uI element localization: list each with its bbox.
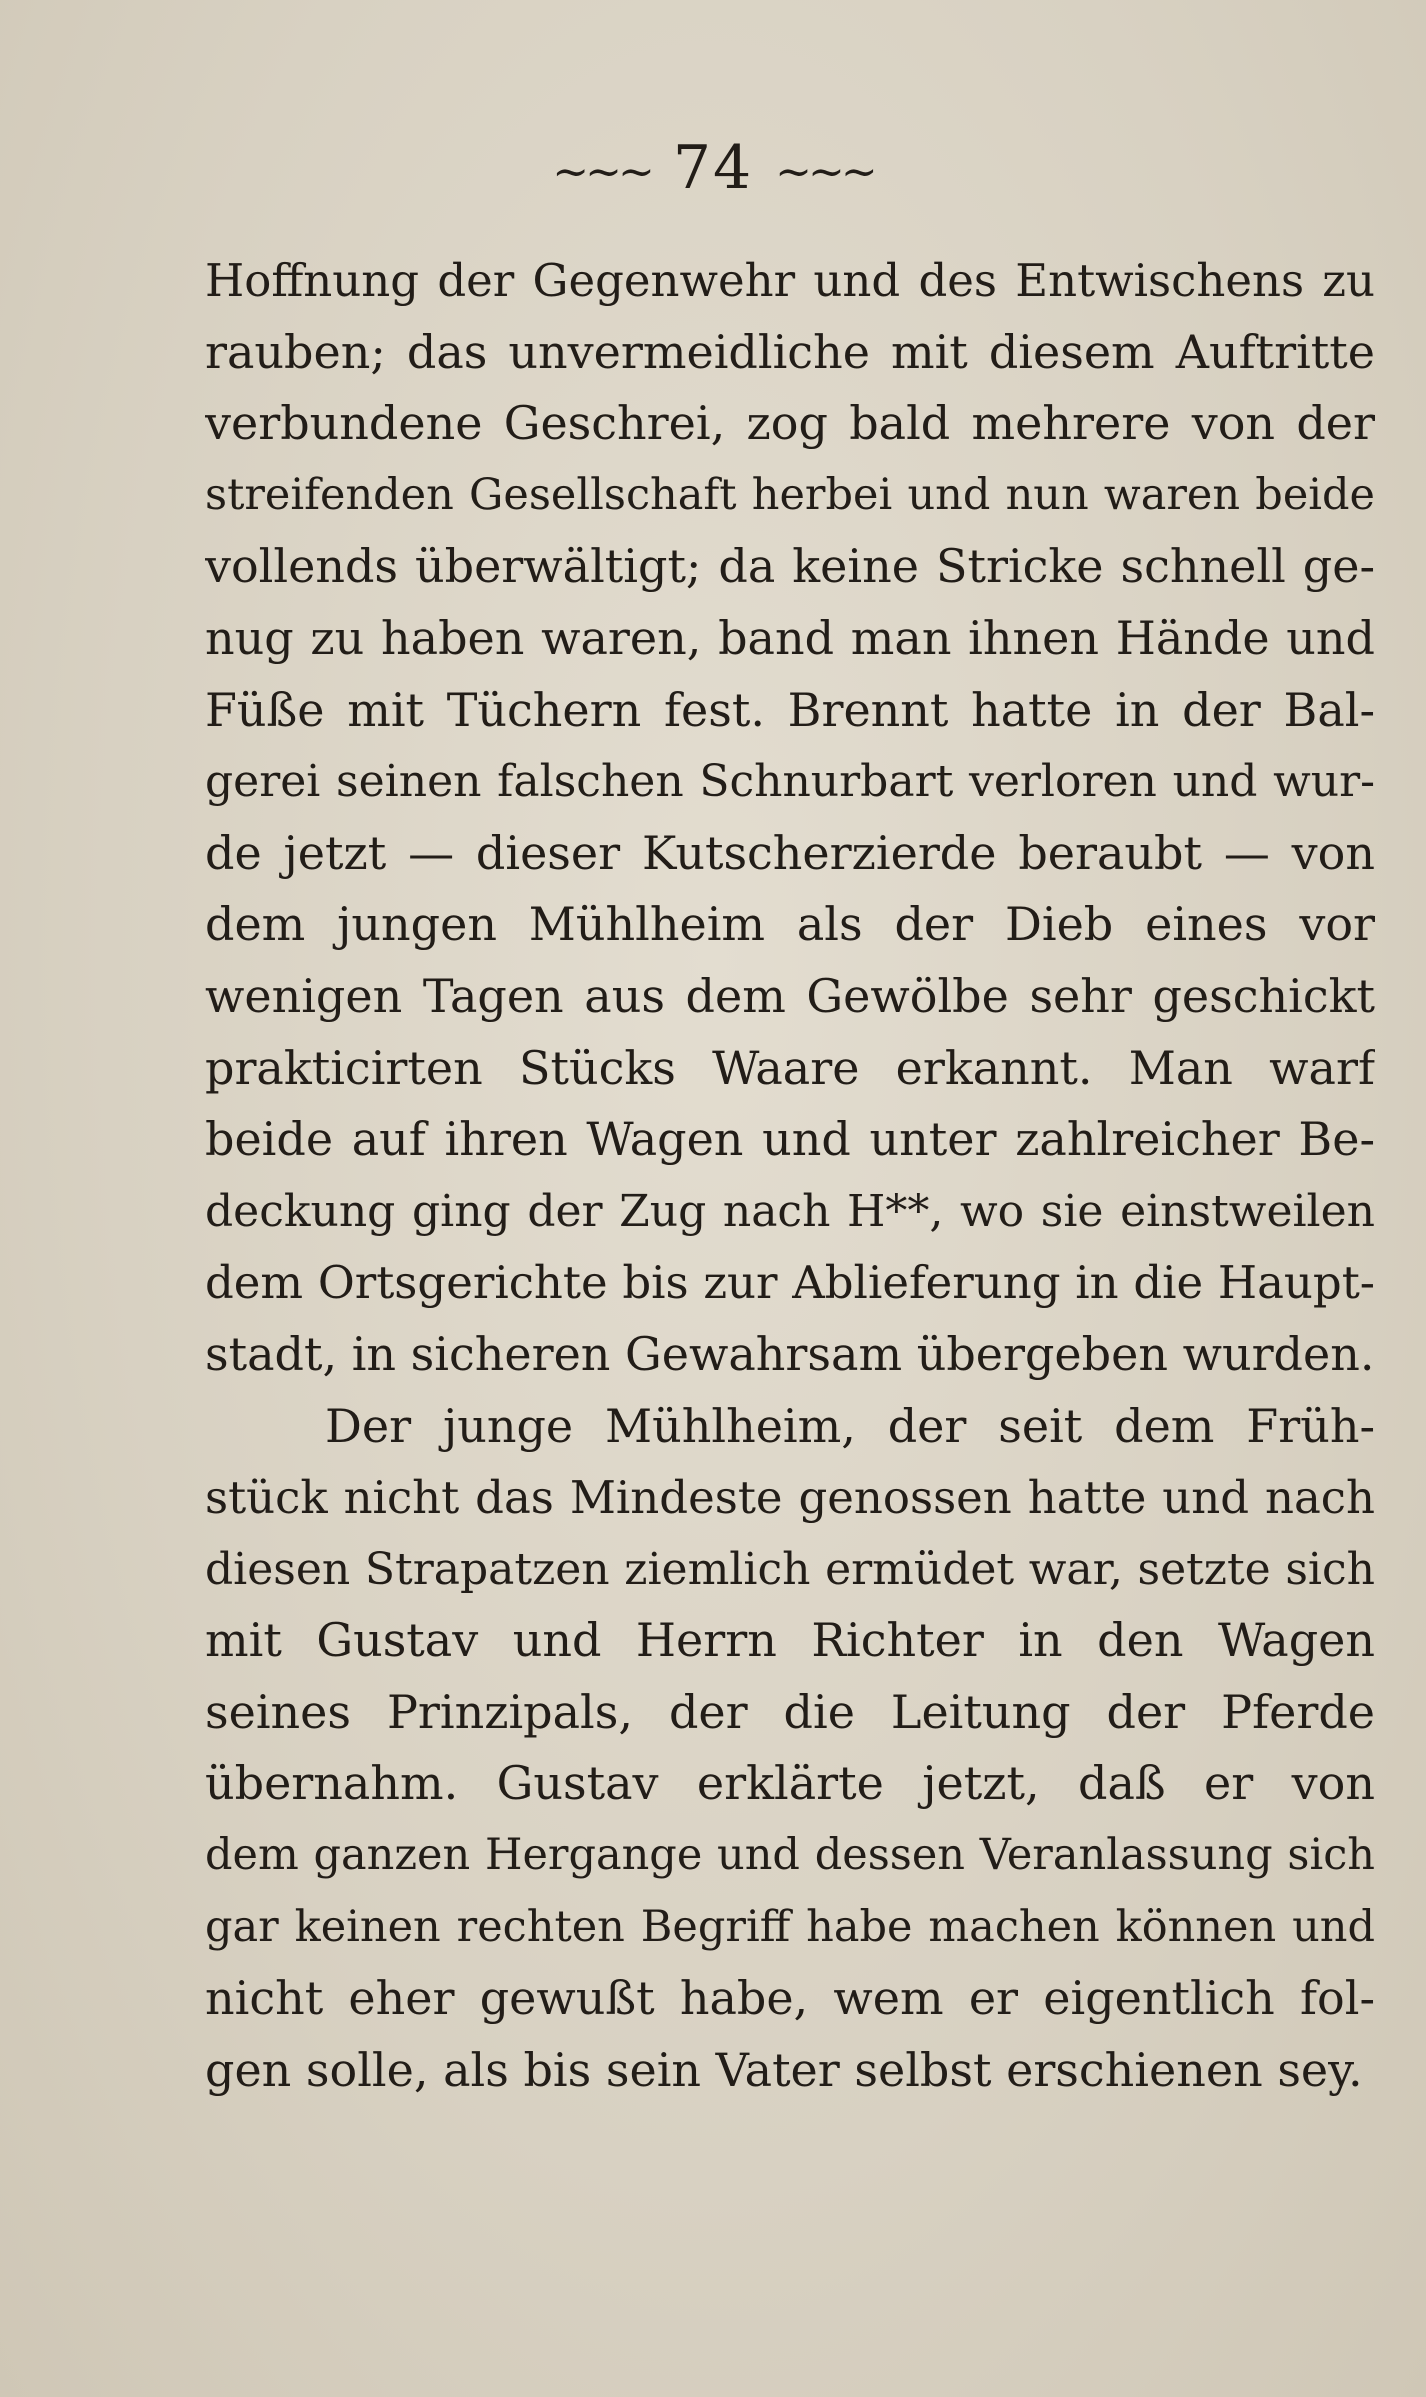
text-line: rauben; das unvermeidliche mit diesem Auftritte: [205, 324, 1375, 379]
text-line: diesen Strapatzen ziemlich ermüdet war, setzte sich: [205, 1543, 1375, 1595]
text-line: dem Ortsgerichte bis zur Ablieferung in die Haupt-: [205, 1256, 1375, 1310]
body-text: [205, 245, 1375, 2106]
page-number: 74: [672, 133, 754, 203]
text-line: nicht eher gewußt habe, wem er eigentlich fol-: [205, 1971, 1375, 2026]
left-ornament: ~~~: [552, 146, 651, 198]
text-line: gerei seinen falschen Schnurbart verloren und wur-: [205, 756, 1375, 808]
text-line: Hoffnung der Gegenwehr und des Entwischens zu: [205, 254, 1375, 307]
right-ornament: ~~~: [775, 146, 874, 198]
text-line: seines Prinzipals, der die Leitung der Pferde: [205, 1684, 1375, 1739]
paragraph-end-line: gen solle, als bis sein Vater selbst erschienen sey.: [205, 2042, 1363, 2097]
text-line: mit Gustav und Herrn Richter in den Wagen: [205, 1613, 1375, 1668]
text-line: de jetzt — dieser Kutscherzierde beraubt — von: [205, 825, 1375, 880]
text-line: deckung ging der Zug nach H**, wo sie einstweilen: [205, 1185, 1375, 1237]
text-line: nug zu haben waren, band man ihnen Hände und: [205, 610, 1375, 665]
page-header: [0, 128, 1426, 212]
paragraph-end-line: stadt, in sicheren Gewahrsam übergeben wurden.: [205, 1326, 1375, 1381]
text-line: gar keinen rechten Begriff habe machen können und: [205, 1901, 1375, 1952]
text-line: prakticirten Stücks Waare erkannt. Man warf: [205, 1040, 1375, 1095]
text-line: verbundene Geschrei, zog bald mehrere von der: [205, 396, 1375, 451]
text-line: vollends überwältigt; da keine Stricke schnell ge-: [205, 539, 1375, 594]
text-line: Füße mit Tüchern fest. Brennt hatte in der Bal-: [205, 682, 1375, 737]
text-line: beide auf ihren Wagen und unter zahlreicher Be-: [205, 1112, 1375, 1167]
text-line: dem jungen Mühlheim als der Dieb eines vor: [205, 897, 1375, 952]
text-line: streifenden Gesellschaft herbei und nun waren beide: [205, 469, 1375, 520]
text-line: dem ganzen Hergange und dessen Veranlassung sich: [205, 1830, 1375, 1881]
text-line: übernahm. Gustav erklärte jetzt, daß er von: [205, 1756, 1375, 1811]
paragraph-start-line: Der junge Mühlheim, der seit dem Früh-: [325, 1398, 1375, 1453]
text-line: stück nicht das Mindeste genossen hatte und nach: [205, 1471, 1375, 1525]
text-line: wenigen Tagen aus dem Gewölbe sehr geschickt: [205, 968, 1375, 1023]
